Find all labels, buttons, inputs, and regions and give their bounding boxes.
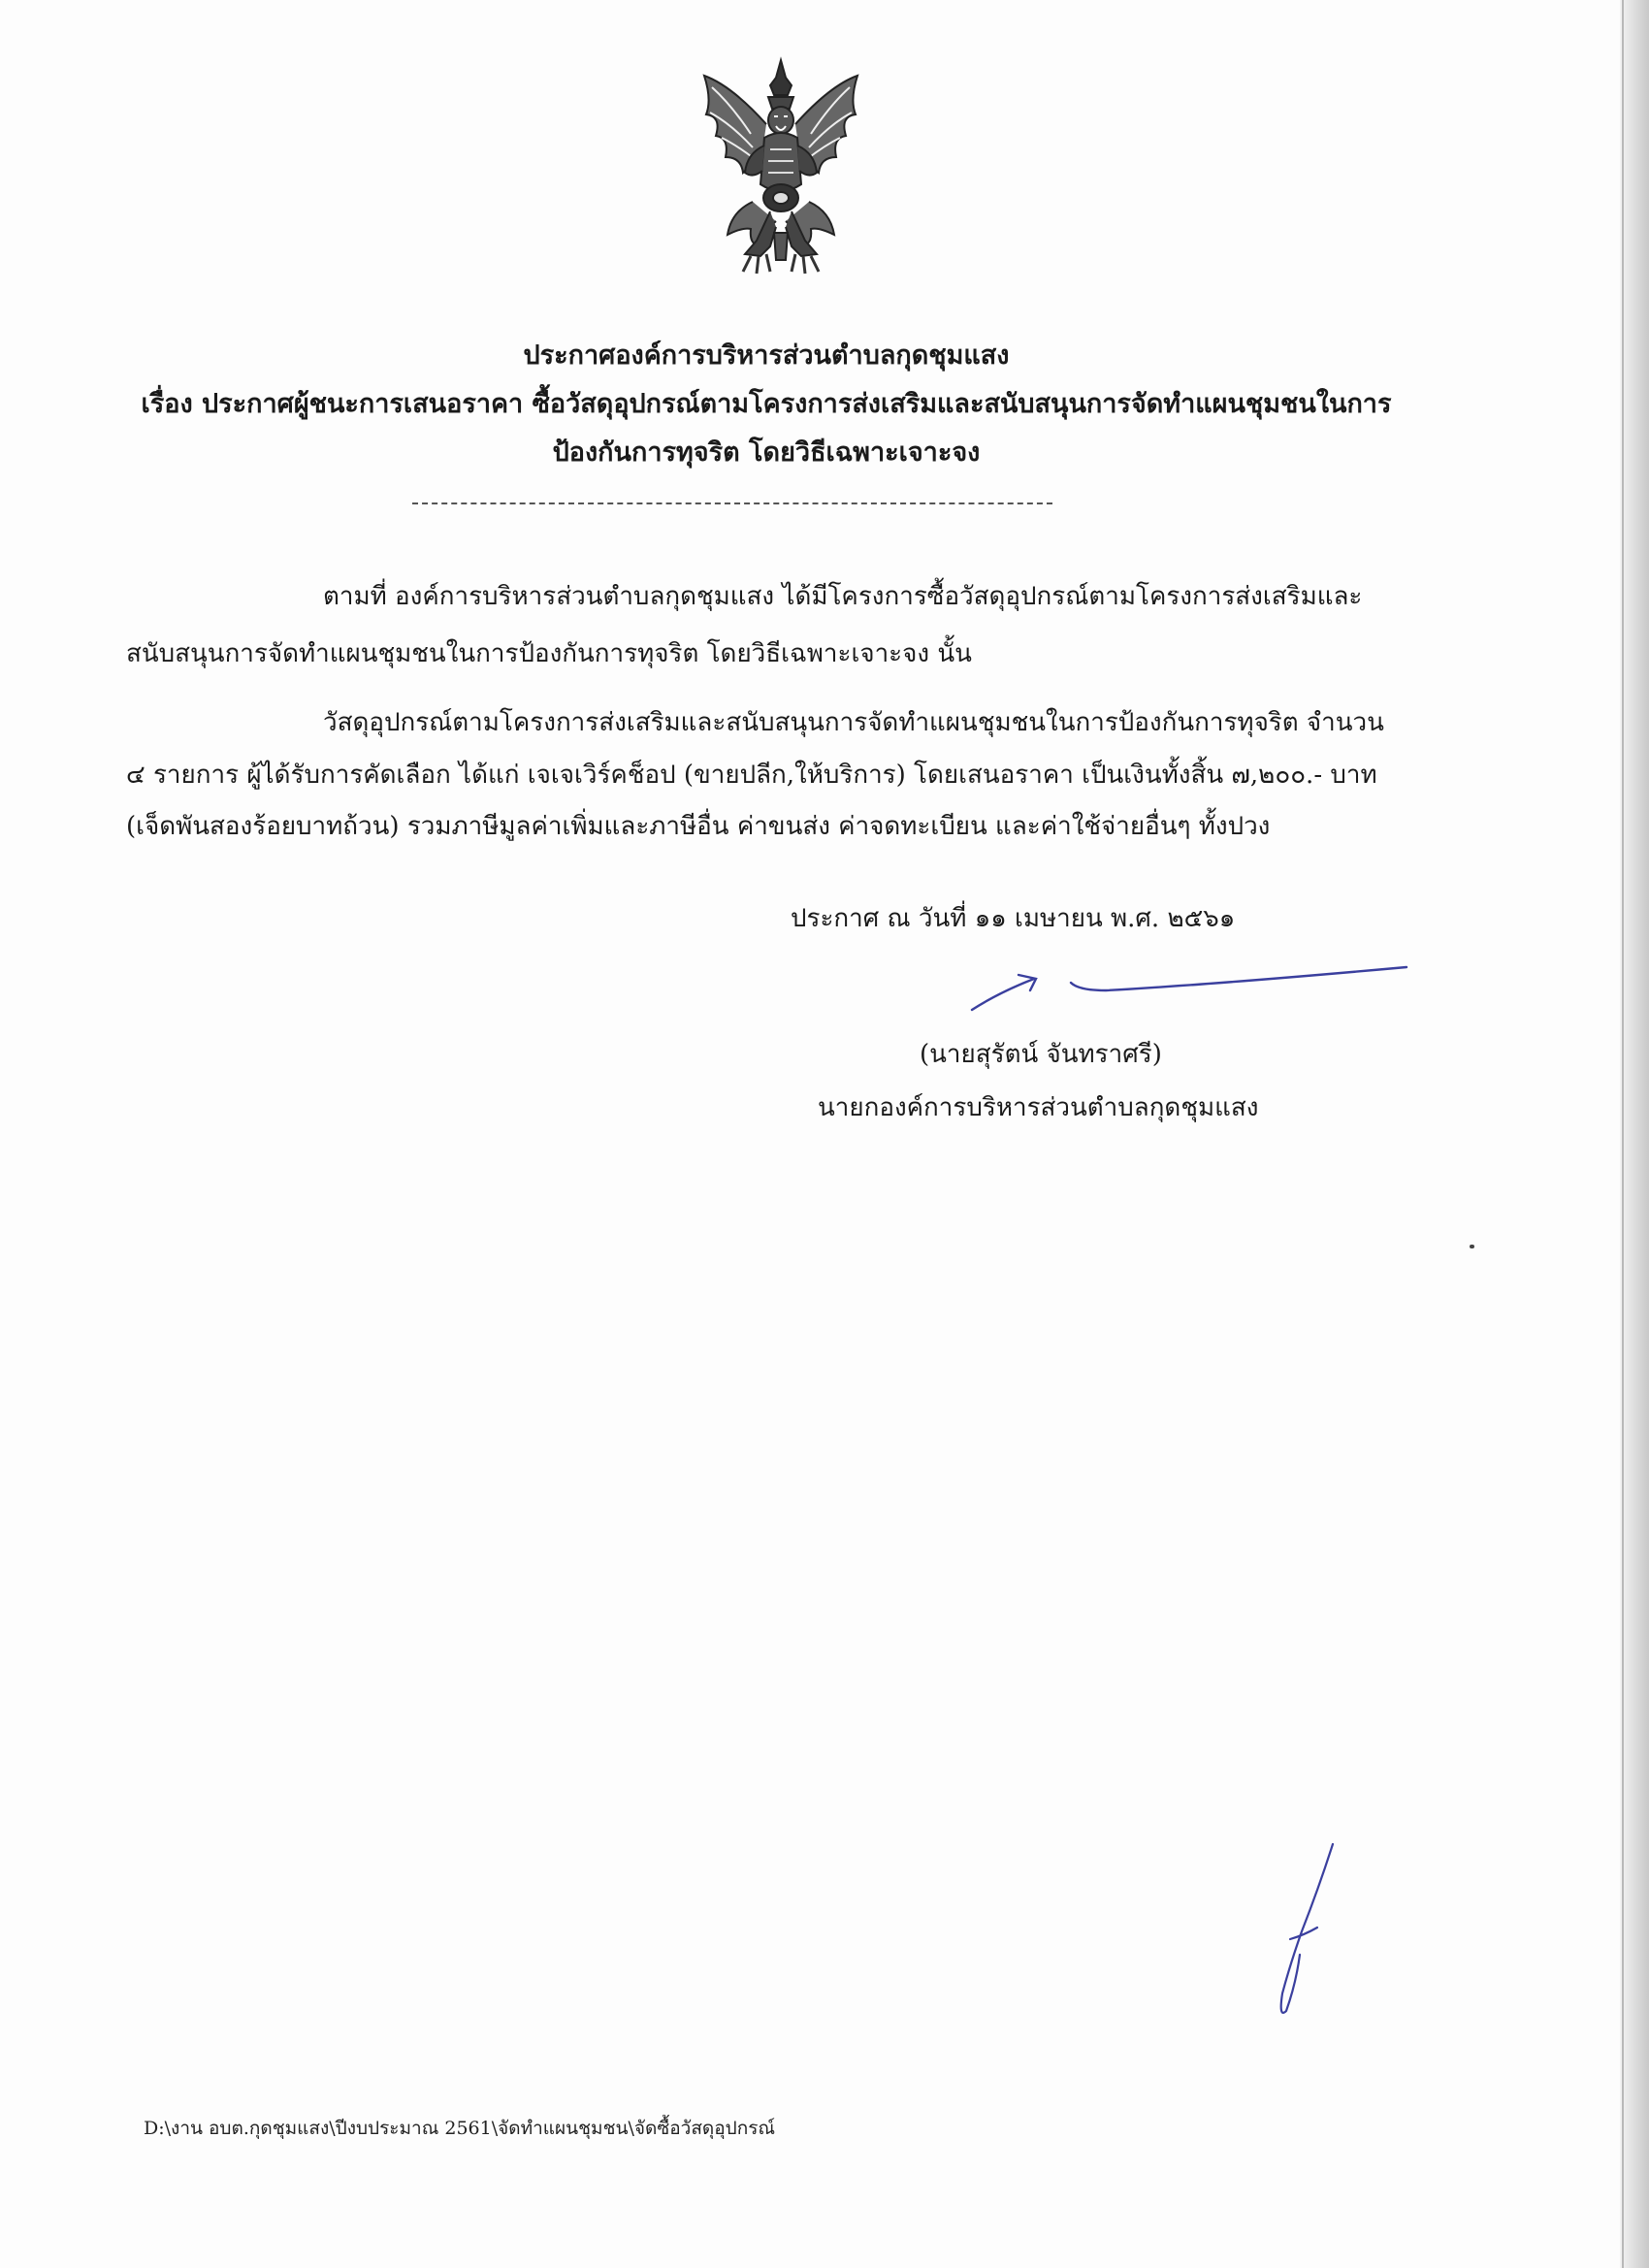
heading-divider [412,502,1052,504]
signature-icon [960,956,1416,1014]
file-path-footer: D:\งาน อบต.กุดชุมแสง\ปีงบประมาณ 2561\จัดทำแผนชุมชน\จัดซื้อวัสดุอุปกรณ์ [144,2118,776,2139]
announcement-date: ประกาศ ณ วันที่ ๑๑ เมษายน พ.ศ. ๒๕๖๑ [791,904,1236,933]
signer-name: (นายสุรัตน์ จันทราศรี) [920,1040,1162,1069]
body-paragraph-1-line-1: ตามที่ องค์การบริหารส่วนตำบลกุดชุมแสง ได้มีโครงการซื้อวัสดุอุปกรณ์ตามโครงการส่งเสริมและ [323,582,1363,611]
body-paragraph-2-line-3: (เจ็ดพันสองร้อยบาทถ้วน) รวมภาษีมูลค่าเพิ่มและภาษีอื่น ค่าขนส่ง ค่าจดทะเบียน และค่าใช้จ่ายอื่นๆ ทั้งปวง [126,812,1271,841]
garuda-emblem-icon [693,56,869,279]
scan-speck [1470,1245,1474,1248]
scan-edge [1620,0,1649,2268]
signer-title: นายกองค์การบริหารส่วนตำบลกุดชุมแสง [818,1093,1259,1122]
body-paragraph-2-line-1: วัสดุอุปกรณ์ตามโครงการส่งเสริมและสนับสนุนการจัดทำแผนชุมชนในการป้องกันการทุจริต จำนวน [323,708,1384,737]
announcement-subject: เรื่อง ประกาศผู้ชนะการเสนอราคา ซื้อวัสดุอุปกรณ์ตามโครงการส่งเสริมและสนับสนุนการจัดทำแผนชุมชนในการ [141,389,1392,419]
body-paragraph-2-line-2: ๔ รายการ ผู้ได้รับการคัดเลือก ได้แก่ เจเจเวิร์คช็อป (ขายปลีก,ให้บริการ) โดยเสนอราคา เป็นเงินทั้งสิ้น ๗,๒๐๐.- บาท [126,761,1377,790]
body-paragraph-1-line-2: สนับสนุนการจัดทำแผนชุมชนในการป้องกันการทุจริต โดยวิธีเฉพาะเจาะจง นั้น [126,639,972,668]
scan-edge-line [1622,0,1624,2268]
initial-mark-icon [1261,1838,1348,2032]
announcement-title: ประกาศองค์การบริหารส่วนตำบลกุดชุมแสง [523,340,1010,371]
announcement-subject-cont: ป้องกันการทุจริต โดยวิธีเฉพาะเจาะจง [552,437,981,468]
